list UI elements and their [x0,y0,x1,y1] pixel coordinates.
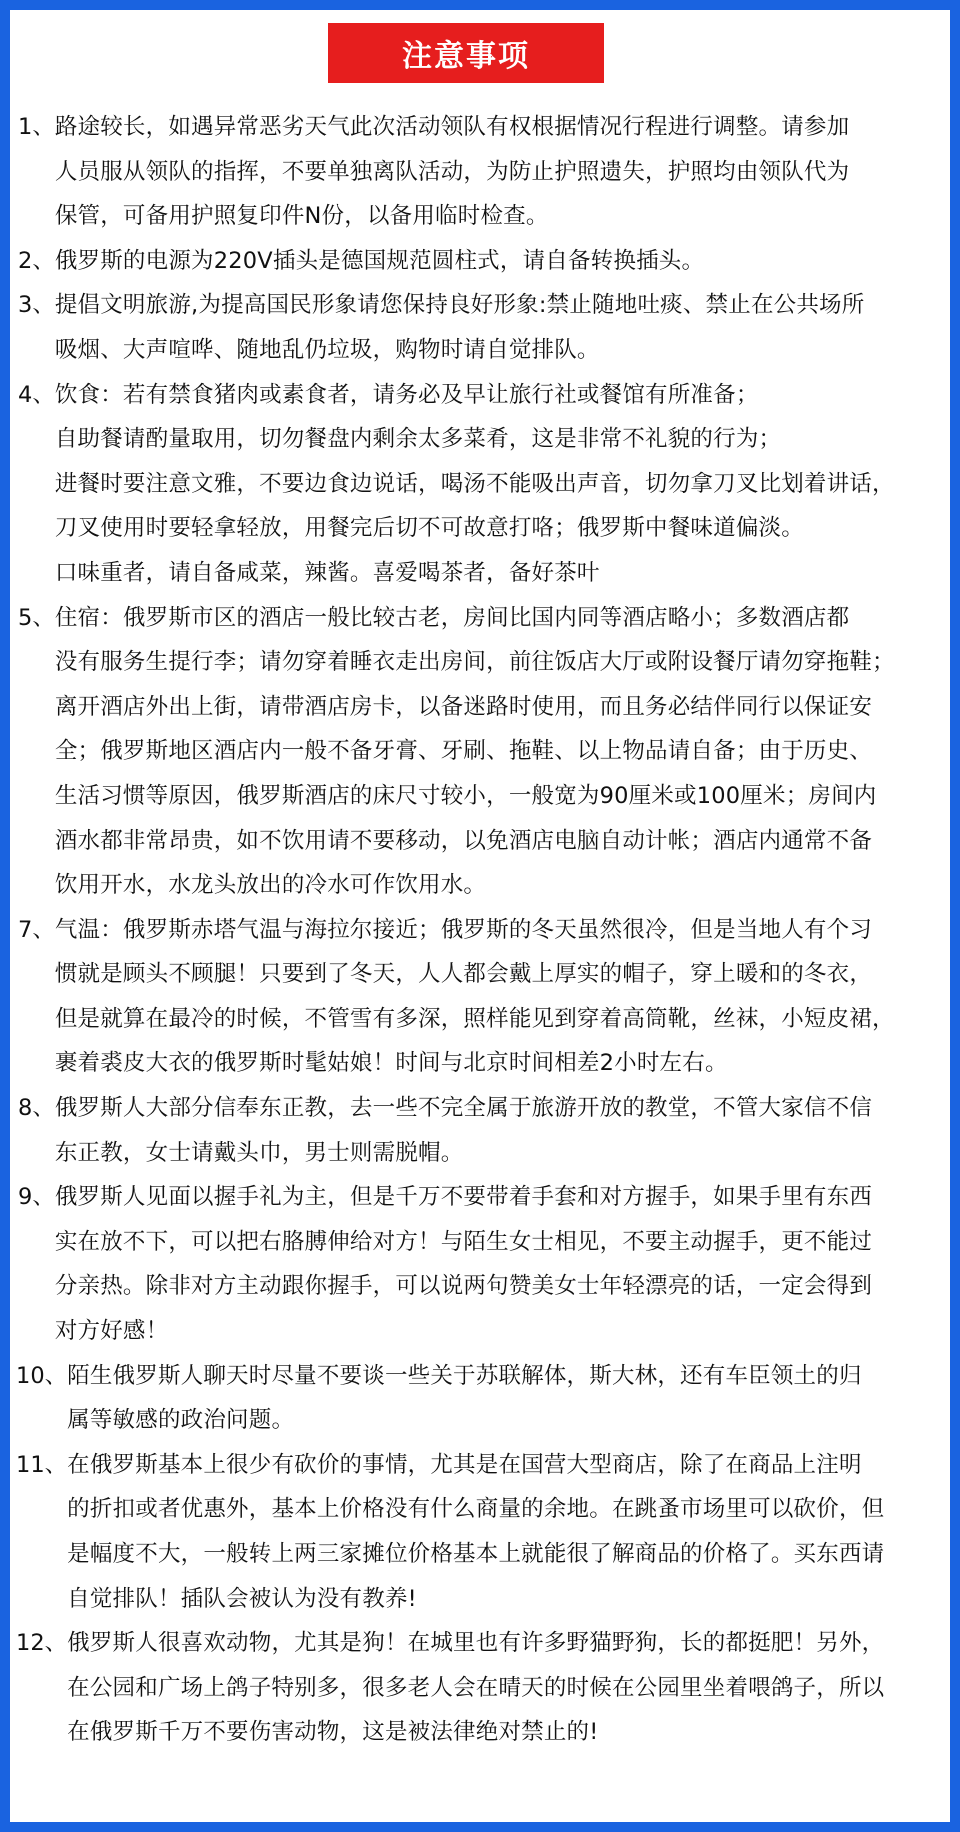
note-line: 是幅度不大，一般转上两三家摊位价格基本上就能很了解商品的价格了。买东西请 [67,1541,885,1567]
note-line: 俄罗斯人很喜欢动物，尤其是狗！在城里也有许多野猫野狗，长的都挺肥！另外， [67,1630,885,1657]
note-body [67,1621,950,1755]
page-title: 注意事项 [328,23,604,83]
note-item [10,1621,950,1755]
note-line: 生活习惯等原因，俄罗斯酒店的床尺寸较小，一般宽为90厘米或100厘米；房间内 [54,782,877,809]
note-line: 全；俄罗斯地区酒店内一般不备牙膏、牙刷、拖鞋、以上物品请自备；由于历史、 [54,738,873,765]
note-item [10,105,950,239]
note-number: 1、 [18,114,55,140]
note-line: 属等敏感的政治问题。 [67,1407,295,1434]
note-body [55,908,950,1086]
note-body [67,1354,950,1443]
note-body [67,1443,950,1621]
note-number: 2、 [18,247,55,274]
note-item [10,1354,950,1443]
note-item [10,596,950,908]
note-line: 俄罗斯人见面以握手礼为主，但是千万不要带着手套和对方握手，如果手里有东西 [54,1184,873,1211]
note-line: 惯就是顾头不顾腿！只要到了冬天，人人都会戴上厚实的帽子，穿上暖和的冬衣， [54,961,873,988]
note-item [10,908,950,1086]
note-body [55,1086,950,1175]
note-number: 5、 [18,604,55,631]
note-body [55,239,950,284]
note-line: 口味重者，请自备咸菜，辣酱。喜爱喝茶者，备好茶叶 [54,559,600,586]
note-line: 提倡文明旅游,为提高国民形象请您保持良好形象:禁止随地吐痰、禁止在公共场所 [54,292,865,319]
note-line: 裹着裘皮大衣的俄罗斯时髦姑娘！时间与北京时间相差2小时左右。 [54,1050,728,1077]
note-line: 饮用开水，水龙头放出的冷水可作饮用水。 [54,872,487,899]
note-line: 但是就算在最冷的时候，不管雪有多深，照样能见到穿着高筒靴，丝袜，小短皮裙， [54,1005,895,1032]
note-line: 住宿：俄罗斯市区的酒店一般比较古老，房间比国内同等酒店略小；多数酒店都 [54,604,850,631]
note-number: 10、 [16,1362,68,1389]
note-line: 刀叉使用时要轻拿轻放，用餐完后切不可故意打咯；俄罗斯中餐味道偏淡。 [54,515,804,542]
note-line: 没有服务生提行李；请勿穿着睡衣走出房间，前往饭店大厅或附设餐厅请勿穿拖鞋； [54,649,895,676]
note-number: 4、 [18,381,55,408]
note-number: 3、 [18,292,55,319]
note-item [10,1086,950,1175]
note-line: 离开酒店外出上街，请带酒店房卡，以备迷路时使用，而且务必结伴同行以保证安 [54,693,873,720]
note-line: 路途较长，如遇异常恶劣天气此次活动领队有权根据情况行程进行调整。请参加 [54,114,850,140]
note-number: 11、 [16,1451,68,1478]
note-body [55,105,950,239]
note-line: 自助餐请酌量取用，切勿餐盘内剩余太多菜肴，这是非常不礼貌的行为； [54,426,782,453]
note-item [10,1443,950,1621]
note-line: 在俄罗斯基本上很少有砍价的事情，尤其是在国营大型商店，除了在商品上注明 [67,1451,862,1478]
note-line: 气温：俄罗斯赤塔气温与海拉尔接近；俄罗斯的冬天虽然很冷，但是当地人有个习 [54,916,873,943]
note-line: 保管，可备用护照复印件N份，以备用临时检查。 [54,203,549,230]
note-item [10,283,950,372]
note-line: 酒水都非常昂贵，如不饮用请不要移动，以免酒店电脑自动计帐；酒店内通常不备 [54,827,873,854]
note-number: 8、 [18,1095,55,1122]
note-line: 在俄罗斯千万不要伤害动物，这是被法律绝对禁止的! [67,1719,599,1746]
note-line: 饮食：若有禁食猪肉或素食者，请务必及早让旅行社或餐馆有所准备； [54,381,759,408]
note-body [55,596,950,908]
note-line: 实在放不下，可以把右胳膊伸给对方！与陌生女士相见，不要主动握手，更不能过 [54,1228,873,1255]
note-line: 俄罗斯的电源为220V插头是德国规范圆柱式，请自备转换插头。 [54,247,705,274]
note-body [55,283,950,372]
note-body [55,1175,950,1353]
note-line: 在公园和广场上鸽子特别多，很多老人会在晴天的时候在公园里坐着喂鸽子，所以 [67,1674,885,1701]
note-number: 7、 [18,916,55,943]
notice-panel [10,10,950,1822]
note-number: 9、 [18,1184,55,1211]
note-line: 俄罗斯人大部分信奉东正教，去一些不完全属于旅游开放的教堂，不管大家信不信 [54,1095,873,1122]
note-line: 的折扣或者优惠外，基本上价格没有什么商量的余地。在跳蚤市场里可以砍价，但 [67,1496,885,1523]
note-line: 吸烟、大声喧哗、随地乱仍垃圾，购物时请自觉排队。 [54,336,600,363]
note-line: 陌生俄罗斯人聊天时尽量不要谈一些关于苏联解体，斯大林，还有车臣领土的归 [67,1362,862,1389]
note-line: 对方好感！ [54,1318,169,1345]
note-line: 自觉排队！插队会被认为没有教养! [67,1585,417,1612]
note-line: 分亲热。除非对方主动跟你握手，可以说两句赞美女士年轻漂亮的话，一定会得到 [54,1273,873,1300]
note-line: 人员服从领队的指挥，不要单独离队活动，为防止护照遗失，护照均由领队代为 [54,158,850,185]
note-item [10,373,950,596]
note-line: 进餐时要注意文雅，不要边食边说话，喝汤不能吸出声音，切勿拿刀叉比划着讲话， [54,470,895,497]
note-body [55,373,950,596]
note-number: 12、 [16,1630,68,1657]
note-item [10,1175,950,1353]
notes-list [10,105,950,1755]
note-item [10,239,950,284]
note-line: 东正教，女士请戴头巾，男士则需脱帽。 [54,1139,464,1166]
